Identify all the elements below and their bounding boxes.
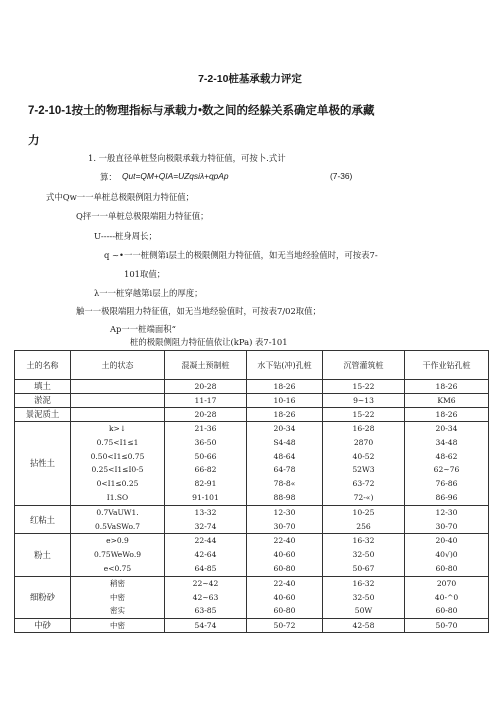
value-cell: 54-74 [165,619,247,633]
value-line: 20-40 [435,536,458,546]
section-heading-line1: 7-2-10-1按土的物理指标与承载力•数之间的经躲关系确定单极的承藏 [28,105,375,117]
soil-state-cell [71,422,165,506]
soil-name-cell: 红粘土 [15,505,71,534]
soil-name-cell: 淤泥 [15,394,71,408]
value-line: 60-80 [273,606,296,616]
value-cell [247,505,323,534]
table-row [15,534,489,576]
value-line: 22-40 [273,578,296,588]
value-line: 256 [356,521,371,531]
table-caption: 桩的极限侧阻力特征值依让(kPa) 表7-101 [130,337,288,347]
value-cell: 15-22 [323,380,405,394]
value-cell [165,576,247,618]
value-line: 40-^0 [434,592,459,602]
state-line: 稍密 [110,578,125,588]
value-line: 32-74 [194,521,217,531]
value-line: 13-32 [194,507,217,517]
value-cell [165,534,247,576]
definition-3: U-----桩身周长； [94,231,157,241]
value-cell: KM6 [405,394,489,408]
value-line: 40-60 [273,592,296,602]
soil-state-cell: 中密 [71,619,165,633]
value-line: 48-62 [435,451,458,461]
value-line: 30-70 [435,521,458,531]
state-line: 0<I1≤0.25 [96,479,139,489]
value-cell [247,422,323,506]
definition-4-cont: 101取值； [124,269,166,279]
value-line: 42-64 [194,550,217,560]
value-line: 32-50 [352,592,375,602]
definition-1: 式中Qw一一单桩总极限例阻力特征值； [46,192,195,202]
value-line: 40-52 [352,451,375,461]
page-title: 7-2-10桩基承载力评定 [198,73,302,85]
table-row [15,576,489,618]
formula: Qut=QM+QIA=UZqsiλ+qpAp [122,171,229,181]
value-line: 21-36 [194,424,217,433]
value-cell [405,576,489,618]
value-line: 34-48 [435,437,458,447]
value-cell: 18-26 [405,380,489,394]
value-line: 40-60 [273,550,296,560]
value-line: 32-50 [352,550,375,560]
header-soil-state: 土的状态 [71,351,165,380]
value-cell [405,505,489,534]
value-cell [323,534,405,576]
value-line: 10-25 [352,507,375,517]
value-line: 52W3 [352,465,375,475]
paragraph-1: 1. 一般直径单桩竖向极限承载力特征值，可按卜.式计 [88,153,286,163]
value-line: 88-98 [273,492,296,502]
formula-prefix: 算： [100,172,117,182]
value-line: 78-8« [273,479,296,489]
value-cell: 20-28 [165,408,247,422]
soil-name-cell: 景泥质土 [15,408,71,422]
state-line: 0.75WeWo.9 [94,550,141,560]
value-line: 60-80 [273,563,296,573]
state-line: I1.SO [106,492,129,502]
definition-6: 触一一极限端阻力特征值，如无当地经验值时，可按表7/02取值； [76,306,321,316]
definition-7: Ap一一桩端面积“ [110,324,176,334]
value-line: 42~63 [192,592,219,602]
value-line: 82-91 [194,479,217,489]
table-row [15,394,489,408]
formula-number: (7-36) [330,171,353,181]
value-line: 91-101 [192,492,219,502]
value-line: 22-44 [194,536,217,546]
value-line: 63-85 [194,606,217,616]
soil-name-cell: 拈性土 [15,422,71,506]
header-dry-bored-pile: 干作业钻孔桩 [405,351,489,380]
state-line: 0.25<I1≤I0-5 [91,465,144,475]
table-row [15,408,489,422]
section-heading-line2: 力 [28,135,40,147]
soil-state-cell [71,394,165,408]
header-precast-pile: 混凝土预制桩 [165,351,247,380]
soil-state-cell [71,576,165,618]
value-cell [247,576,323,618]
state-line: 0.5VaSWo.7 [94,521,140,531]
value-line: 36-50 [194,437,217,447]
value-line: 40√)0 [435,550,458,560]
value-cell: 50-72 [247,619,323,633]
value-line: 50W [354,606,373,616]
side-resistance-table [14,350,489,633]
state-line: e>0.9 [106,536,129,546]
value-line: 20-34 [273,424,296,433]
table-header-row [15,351,489,380]
state-line: 0.75<I1≤1 [96,437,139,447]
value-line: 16-32 [352,578,375,588]
definition-5: λ一一桩穿越第i层上的厚度； [94,288,203,298]
soil-state-cell [71,505,165,534]
value-line: 50-66 [194,451,217,461]
value-line: 86-96 [435,492,458,502]
value-line: 12-30 [273,507,296,517]
soil-name-cell: 填土 [15,380,71,394]
state-line: 中密 [110,592,125,602]
table-row [15,380,489,394]
table-row [15,619,489,633]
value-line: 16-28 [352,424,375,433]
soil-name-cell: 细粉砂 [15,576,71,618]
value-line: 12-30 [435,507,458,517]
value-cell: 50-70 [405,619,489,633]
header-soil-name: 土的名称 [15,351,71,380]
value-line: 60-80 [435,563,458,573]
value-cell [405,534,489,576]
value-line: 22~42 [192,578,219,588]
header-bored-pile: 水下钻(冲)孔桩 [247,351,323,380]
definition-4: q ~•一一桩侧第i层土的极限侧阻力特征值，如无当地经验值时，可按表7- [104,250,378,260]
value-line: 22-40 [273,536,296,546]
value-cell [165,422,247,506]
value-cell [323,505,405,534]
value-line: 48-64 [273,451,296,461]
state-line: 0.50<I1≤0.75 [90,451,145,461]
soil-name-cell: 粉土 [15,534,71,576]
soil-state-cell [71,534,165,576]
state-line: e<0.75 [103,563,132,573]
value-line: 64-78 [273,465,296,475]
value-cell: 10-16 [247,394,323,408]
value-cell [323,576,405,618]
value-line: 63-72 [352,479,375,489]
header-driven-cast-pile: 沉管灌筑桩 [323,351,405,380]
value-cell [165,505,247,534]
soil-name-cell: 中砂 [15,619,71,633]
value-cell: 15-22 [323,408,405,422]
value-cell [247,534,323,576]
value-cell: 18-26 [405,408,489,422]
table-row [15,422,489,506]
value-line: 72-«) [353,492,374,502]
value-cell [323,422,405,506]
value-cell: 9~13 [323,394,405,408]
value-line: 62~76 [433,465,460,475]
table-row [15,505,489,534]
value-line: 64-85 [194,563,217,573]
state-line: 0.7VaUW1. [96,507,139,517]
value-cell: 20-28 [165,380,247,394]
value-line: 60-80 [435,606,458,616]
value-cell [405,422,489,506]
value-line: 2070 [436,578,457,588]
value-line: 76-86 [435,479,458,489]
state-line: 密实 [110,606,125,616]
soil-state-cell [71,408,165,422]
state-line: k>↓ [108,424,127,433]
value-line: 20-34 [435,424,458,433]
value-line: 30-70 [273,521,296,531]
soil-state-cell [71,380,165,394]
value-line: 50-67 [352,563,375,573]
value-line: 66-82 [194,465,217,475]
value-cell: 42-58 [323,619,405,633]
value-line: 16-32 [352,536,375,546]
value-line: S4-48 [273,437,296,447]
value-cell: 18-26 [247,380,323,394]
value-line: 2870 [353,437,374,447]
value-cell: 18-26 [247,408,323,422]
value-cell: 11-17 [165,394,247,408]
definition-2: Q抨一一单桩总极限端阻力特征值； [76,211,209,221]
